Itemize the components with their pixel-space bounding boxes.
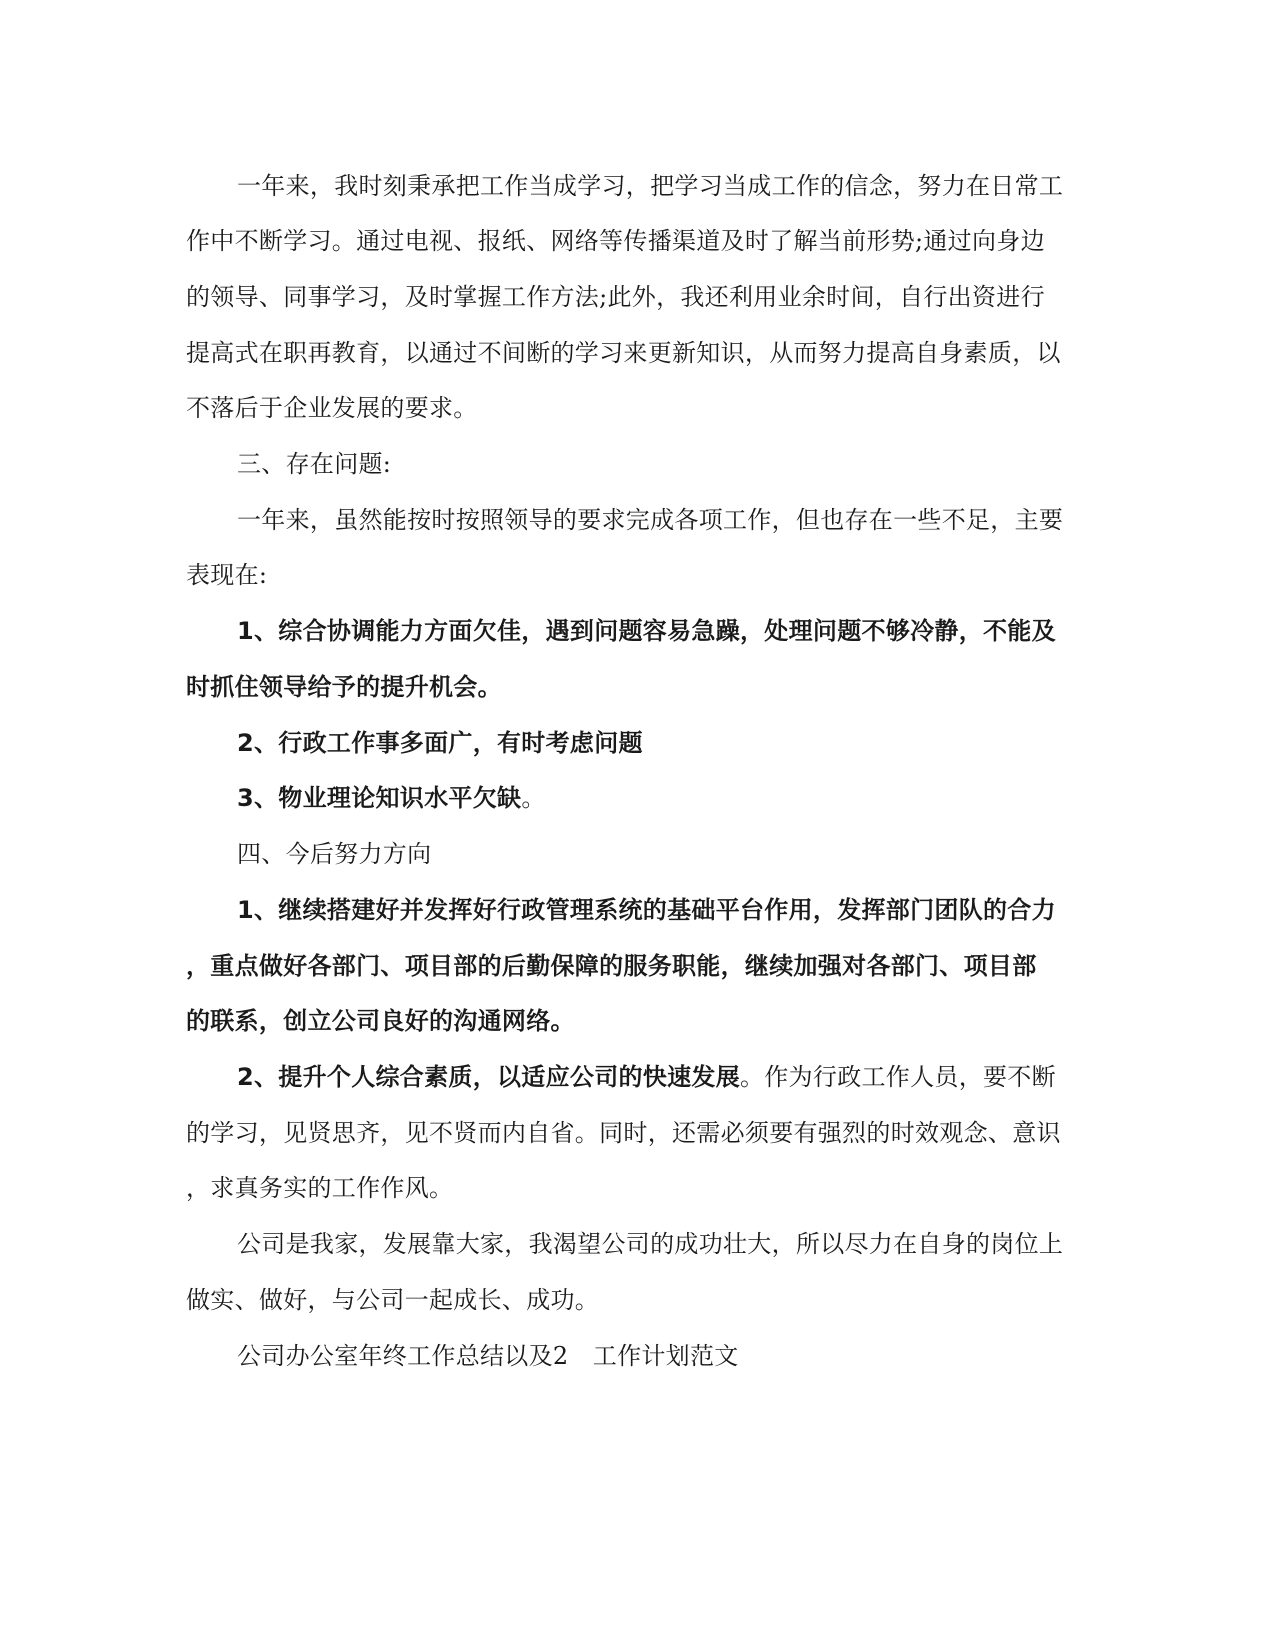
- list-item: [237, 1061, 1056, 1093]
- paragraph-line: 公司是我家，发展靠大家，我渴望公司的成功壮大，所以尽力在自身的岗位上: [237, 1230, 1064, 1258]
- paragraph-line: 不落后于企业发展的要求。: [186, 394, 478, 422]
- paragraph-line: 表现在:: [186, 561, 268, 589]
- paragraph-line: 提高式在职再教育，以通过不间断的学习来更新知识，从而努力提高自身素质，以: [186, 339, 1061, 367]
- paragraph-line: 作中不断学习。通过电视、报纸、网络等传播渠道及时了解当前形势;通过向身边: [186, 227, 1045, 255]
- paragraph-line: 一年来，我时刻秉承把工作当成学习，把学习当成工作的信念，努力在日常工: [237, 172, 1064, 200]
- text: 。作为行政工作人员，要不断: [740, 1063, 1056, 1091]
- paragraph-line: 做实、做好，与公司一起成长、成功。: [186, 1286, 600, 1314]
- bold-list-item: 1、综合协调能力方面欠佳，遇到问题容易急躁，处理问题不够冷静，不能及: [237, 617, 1056, 645]
- bold-list-item: 的联系，创立公司良好的沟通网络。: [186, 1007, 575, 1035]
- bold-list-item: 1、继续搭建好并发挥好行政管理系统的基础平台作用，发挥部门团队的合力: [237, 896, 1056, 924]
- section-heading: 三、存在问题:: [237, 450, 392, 478]
- document-title: 公司办公室年终工作总结以及2 工作计划范文: [237, 1342, 739, 1370]
- text: 。: [521, 784, 546, 812]
- paragraph-line: ，求真务实的工作作风。: [186, 1174, 454, 1202]
- paragraph-line: 一年来，虽然能按时按照领导的要求完成各项工作，但也存在一些不足，主要: [237, 506, 1064, 534]
- list-item: [237, 782, 546, 814]
- paragraph-line: 的领导、同事学习，及时掌握工作方法;此外，我还利用业余时间，自行出资进行: [186, 283, 1045, 311]
- bold-list-item: 2、行政工作事多面广，有时考虑问题: [237, 729, 643, 757]
- bold-text: 3、物业理论知识水平欠缺: [237, 784, 522, 812]
- bold-list-item: 时抓住领导给予的提升机会。: [186, 673, 502, 701]
- section-heading: 四、今后努力方向: [237, 840, 432, 868]
- bold-list-item: ，重点做好各部门、项目部的后勤保障的服务职能，继续加强对各部门、项目部: [186, 952, 1037, 980]
- paragraph-line: 的学习，见贤思齐，见不贤而内自省。同时，还需必须要有强烈的时效观念、意识: [186, 1119, 1061, 1147]
- bold-text: 2、提升个人综合素质，以适应公司的快速发展: [237, 1063, 740, 1091]
